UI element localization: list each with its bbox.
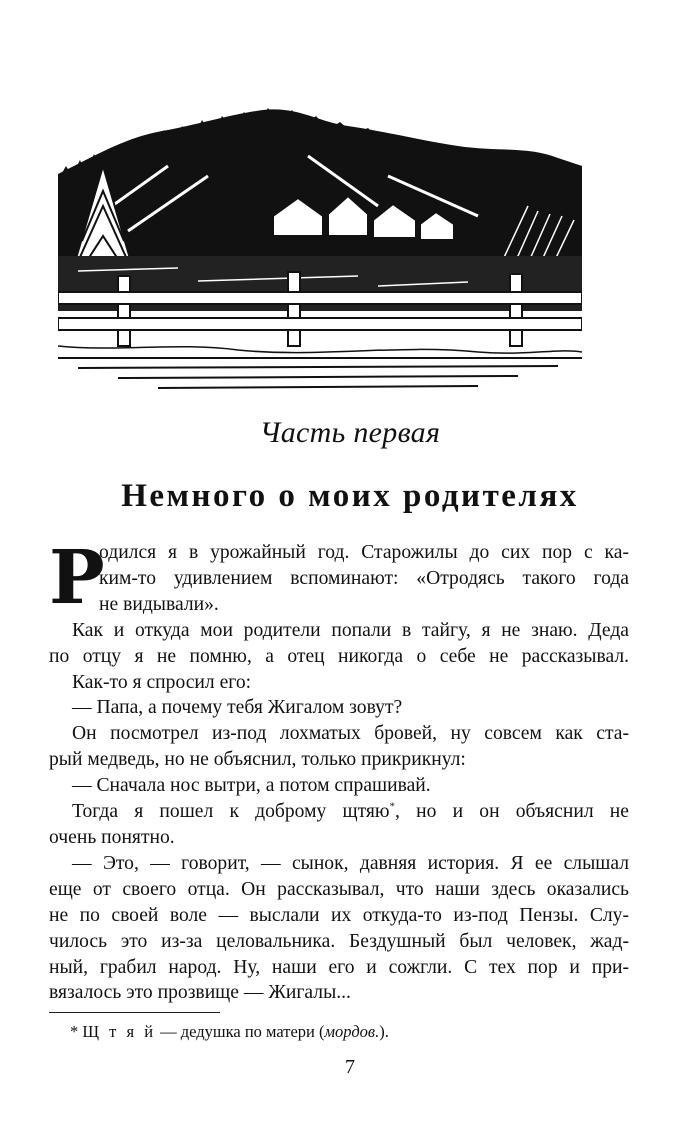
footnote-language: мордов. <box>324 1022 380 1041</box>
footnote-close: ). <box>379 1022 389 1041</box>
chapter-illustration <box>58 96 582 398</box>
chapter-title: Немного о моих родителях <box>121 478 579 514</box>
part-title: Часть первая <box>259 416 441 449</box>
text-line: по отцу я не помню, а отец никогда о себе не рассказывал. <box>49 645 629 667</box>
text-span: Тогда я пошел к доброму щтяю <box>72 801 390 823</box>
footnote-definition: — дедушка по матери ( <box>156 1022 325 1041</box>
text-line: Как-то я спросил его: <box>72 671 252 693</box>
footnote-marker: * <box>389 800 396 813</box>
text-line: одился я в урожайный год. Старожилы до сих пор с ка- <box>99 542 629 563</box>
text-line: — Это, — говорит, — сынок, давняя история. Я ее слышал <box>72 852 629 874</box>
text-line: вязалось это прозвище — Жигалы... <box>49 982 351 1004</box>
text-line: — Сначала нос вытри, а потом спрашивай. <box>72 775 431 797</box>
footnote-marker: * <box>70 1022 79 1041</box>
text-line: — Папа, а почему тебя Жигалом зовут? <box>72 697 403 719</box>
text-line: Как и откуда мои родители попали в тайгу, я не знаю. Деда <box>72 619 629 641</box>
footnote-divider <box>49 1012 220 1013</box>
text-line: еще от своего отца. Он рассказывал, что наши здесь оказались <box>49 878 629 900</box>
footnote-term: Щ т я й <box>82 1022 157 1041</box>
text-line <box>49 799 629 825</box>
text-line: ким-то удивлением вспоминают: «Отродясь такого года <box>99 567 629 589</box>
text-span: , но и он объяснил не <box>395 801 629 823</box>
text-line: рый медведь, но не объяснил, только прикрикнул: <box>49 749 466 771</box>
page-number: 7 <box>345 1056 355 1078</box>
text-line: очень понятно. <box>49 826 175 848</box>
text-line: чилось это из-за целовальника. Бездушный был человек, жад- <box>49 930 629 952</box>
body-text <box>49 535 629 1006</box>
village-forest-engraving-icon <box>58 96 582 398</box>
drop-cap: Р <box>49 535 105 621</box>
text-line: не видывали». <box>99 593 219 615</box>
text-line: ный, грабил народ. Ну, наши его и сожгли. С тех пор и при- <box>49 956 629 978</box>
text-line: Он посмотрел из-под лохматых бровей, ну совсем как ста- <box>72 723 629 745</box>
text-line: не по своей воле — выслали их откуда-то из-под Пензы. Слу- <box>49 904 629 926</box>
footnote <box>70 1021 389 1043</box>
